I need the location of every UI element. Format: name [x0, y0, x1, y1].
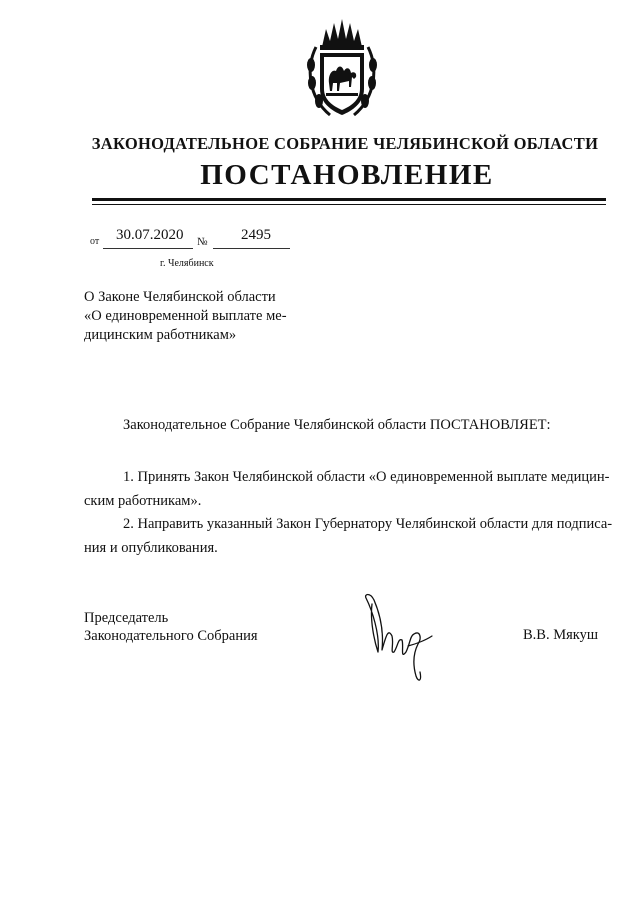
- signer-name: В.В. Мякуш: [523, 627, 599, 643]
- item-text-line: ния и опубликования.: [84, 540, 218, 556]
- document-number: 2495: [241, 227, 271, 243]
- date-underline: [103, 248, 193, 249]
- number-underline: [213, 248, 290, 249]
- document-type-title: ПОСТАНОВЛЕНИЕ: [200, 159, 494, 191]
- document-date: 30.07.2020: [116, 227, 184, 243]
- subject-line: дицинским работникам»: [84, 327, 237, 343]
- signer-title-line: Законодательного Собрания: [84, 628, 258, 644]
- item-text-line: 1. Принять Закон Челябинской области «О единовременной выплате медицин-: [123, 469, 610, 485]
- preamble: Законодательное Собрание Челябинской области ПОСТАНОВЛЯЕТ:: [123, 417, 551, 433]
- header-rule-thick: [92, 198, 606, 201]
- date-prefix: от: [90, 236, 100, 247]
- city-name: г. Челябинск: [160, 258, 214, 269]
- item-text-line: ским работникам».: [84, 493, 202, 509]
- document-subject: [84, 288, 287, 345]
- header-rule-thin: [92, 204, 606, 205]
- resolution-item: [84, 512, 613, 560]
- signer-title: [84, 609, 258, 645]
- subject-line: «О единовременной выплате ме-: [84, 308, 287, 324]
- subject-line: О Законе Челябинской области: [84, 289, 276, 305]
- resolution-item: [84, 465, 610, 513]
- item-text-line: 2. Направить указанный Закон Губернатору Челябинской области для подписа-: [123, 516, 613, 532]
- signer-title-line: Председатель: [84, 610, 169, 626]
- organization-name: ЗАКОНОДАТЕЛЬНОЕ СОБРАНИЕ ЧЕЛЯБИНСКОЙ ОБЛАСТИ: [91, 134, 599, 153]
- coat-of-arms-icon: [300, 17, 384, 121]
- handwritten-signature: [360, 590, 440, 690]
- number-label: №: [197, 236, 208, 248]
